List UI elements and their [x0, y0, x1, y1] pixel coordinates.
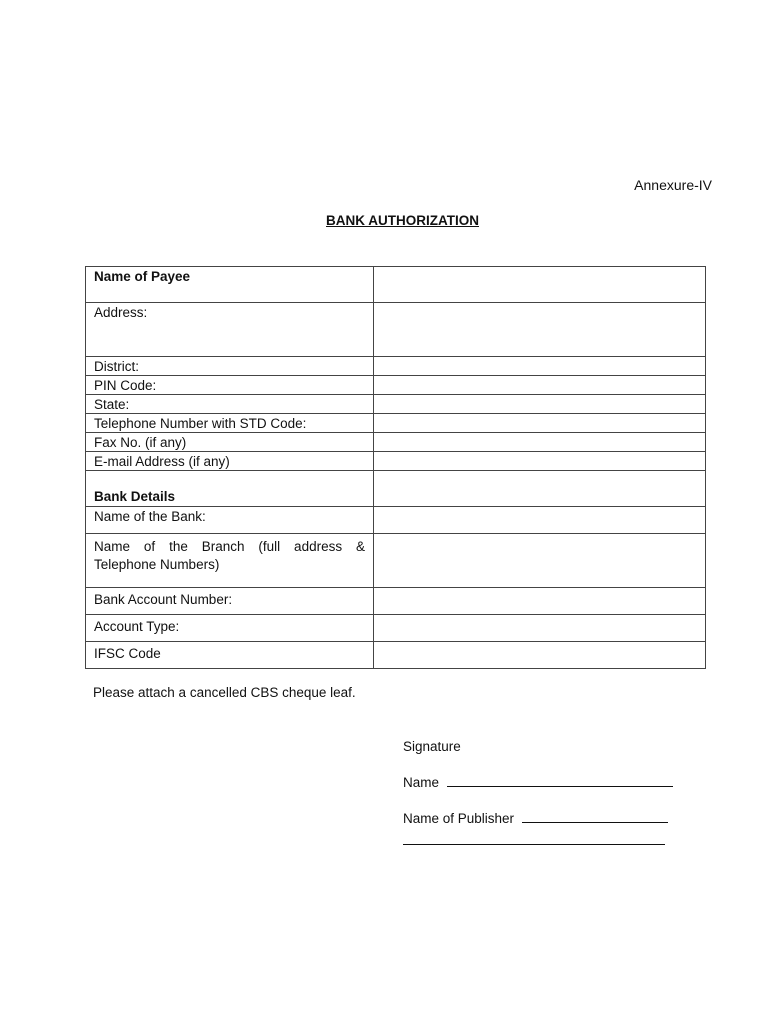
table-row — [86, 452, 706, 471]
telephone-label: Telephone Number with STD Code: — [86, 414, 374, 433]
payee-label: Name of Payee — [86, 267, 374, 303]
table-row — [86, 642, 706, 669]
table-row — [86, 414, 706, 433]
table-row — [86, 303, 706, 357]
name-label: Name — [403, 775, 440, 790]
bank-name-field — [374, 507, 706, 534]
ifsc-label: IFSC Code — [86, 642, 374, 669]
account-number-label: Bank Account Number: — [86, 588, 374, 615]
fax-label: Fax No. (if any) — [86, 433, 374, 452]
bank-name-label: Name of the Bank: — [86, 507, 374, 534]
table-row — [86, 615, 706, 642]
district-label: District: — [86, 357, 374, 376]
publisher-line — [403, 810, 668, 826]
table-row — [86, 395, 706, 414]
publisher-label: Name of Publisher — [403, 811, 515, 826]
table-row — [86, 471, 706, 507]
state-label: State: — [86, 395, 374, 414]
bank-authorization-table — [85, 266, 706, 669]
publisher-underline — [522, 810, 668, 823]
account-type-field — [374, 615, 706, 642]
table-row — [86, 507, 706, 534]
branch-field — [374, 534, 706, 588]
bank-details-heading: Bank Details — [86, 471, 374, 507]
branch-label: Name of the Branch (full address & Telephone Numbers) — [86, 534, 374, 588]
table-row — [86, 433, 706, 452]
pin-label: PIN Code: — [86, 376, 374, 395]
cheque-note: Please attach a cancelled CBS cheque leaf. — [93, 685, 356, 700]
email-label: E-mail Address (if any) — [86, 452, 374, 471]
name-line — [403, 774, 673, 790]
email-field — [374, 452, 706, 471]
table-row — [86, 267, 706, 303]
annexure-label: Annexure-IV — [634, 177, 712, 193]
table-row — [86, 376, 706, 395]
publisher-continuation-line — [403, 832, 665, 845]
fax-field — [374, 433, 706, 452]
bank-details-field — [374, 471, 706, 507]
table-row — [86, 588, 706, 615]
district-field — [374, 357, 706, 376]
account-type-label: Account Type: — [86, 615, 374, 642]
payee-field — [374, 267, 706, 303]
table-row — [86, 357, 706, 376]
address-label: Address: — [86, 303, 374, 357]
table-row — [86, 534, 706, 588]
signature-label: Signature — [403, 739, 461, 754]
name-underline — [447, 774, 673, 787]
pin-field — [374, 376, 706, 395]
ifsc-field — [374, 642, 706, 669]
state-field — [374, 395, 706, 414]
account-number-field — [374, 588, 706, 615]
telephone-field — [374, 414, 706, 433]
page-title: BANK AUTHORIZATION — [326, 213, 479, 228]
address-field — [374, 303, 706, 357]
